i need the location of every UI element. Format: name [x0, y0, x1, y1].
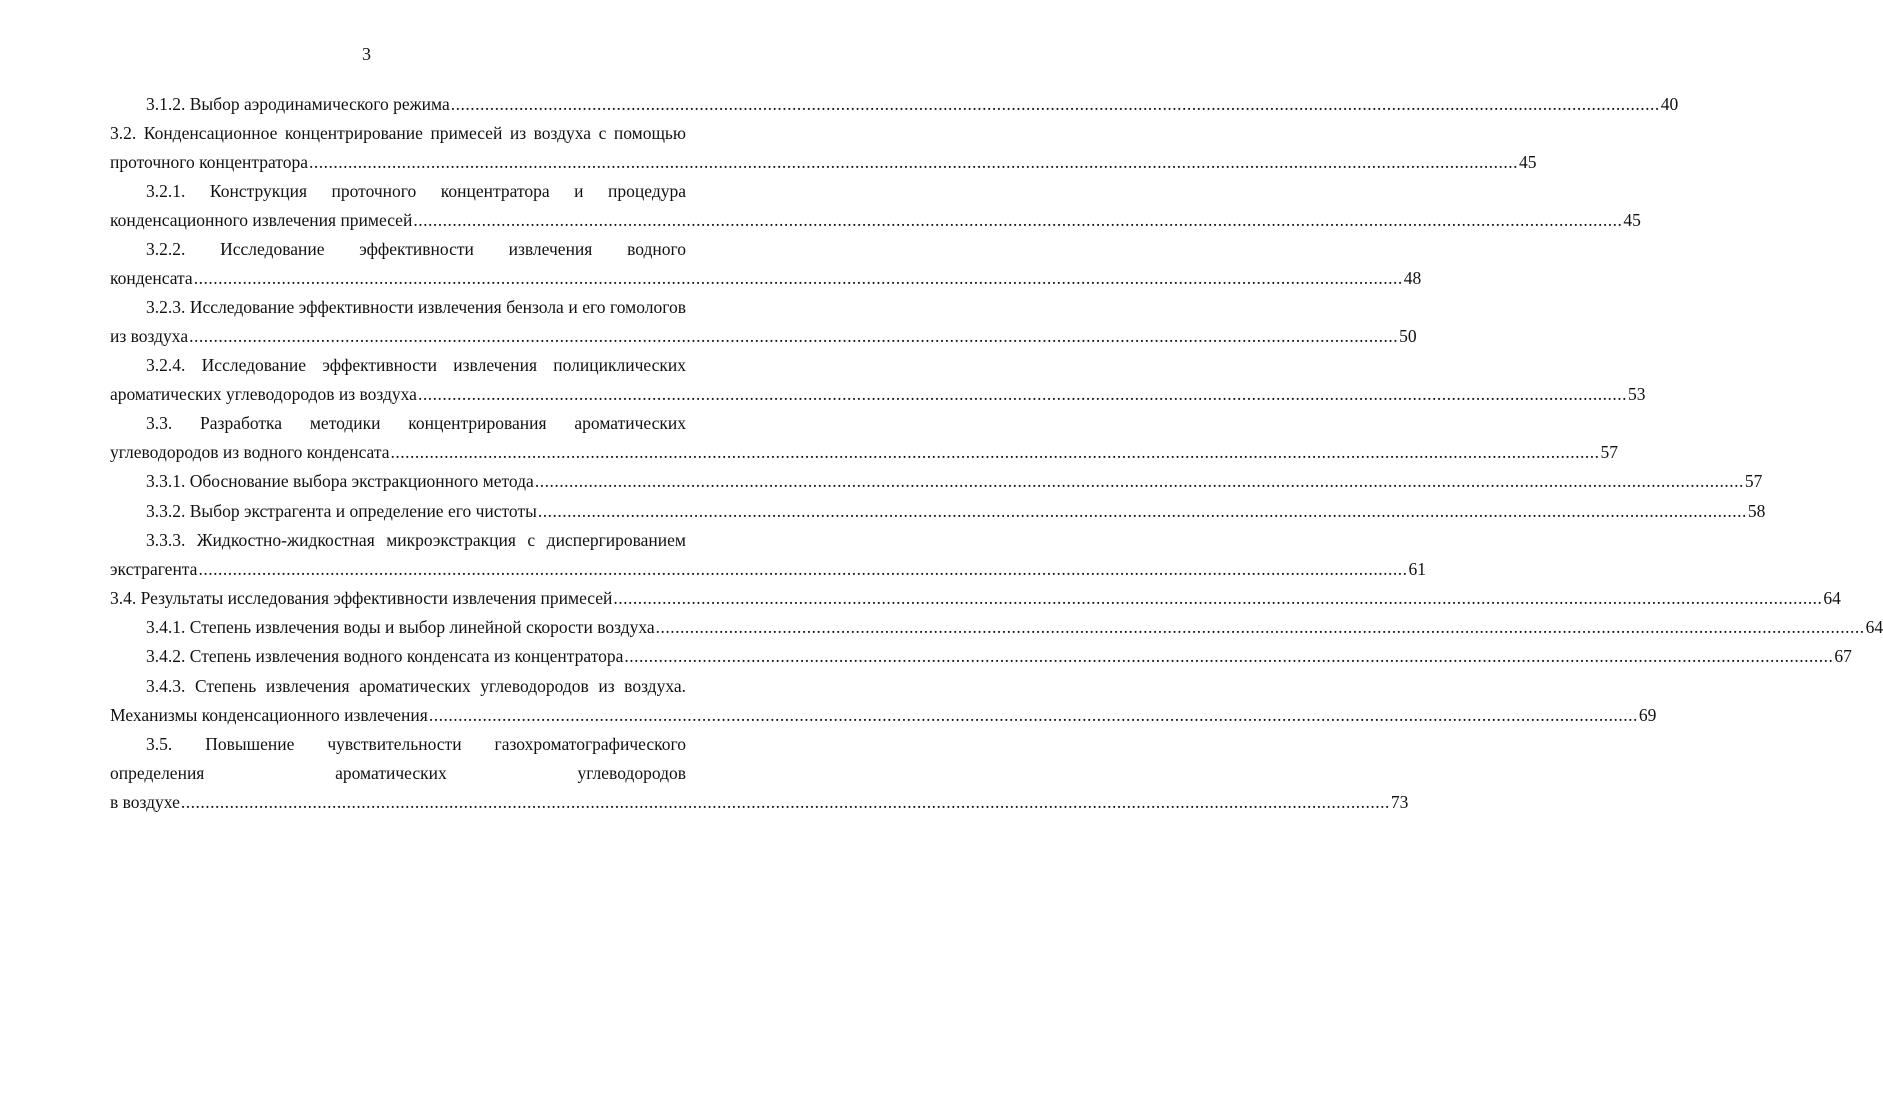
toc-page-number: 53	[1627, 384, 1646, 404]
toc-page-number: 61	[1408, 559, 1426, 579]
toc-entry-3-2-1-line2: конденсационного извлечения примесей ..... 45	[110, 209, 686, 231]
toc-entry-3-5-line1: 3.5. Повышение чувствительности газохроматографического	[146, 734, 686, 754]
toc-entry-3-3-line1: 3.3. Разработка методики концентрирования ароматических	[146, 413, 686, 433]
dot-leader	[417, 383, 1628, 405]
dot-leader	[534, 470, 1745, 492]
dot-leader	[612, 587, 1823, 609]
dot-leader	[450, 93, 1661, 115]
toc-page-number: 64	[1823, 588, 1841, 608]
toc-entry-3-3-2: 3.3.2. Выбор экстрагента и определение его чистоты ..... 58	[146, 500, 686, 522]
dot-leader	[180, 791, 1391, 813]
toc-entry-3-3-3-line1: 3.3.3. Жидкостно-жидкостная микроэкстракция с диспергированием	[146, 530, 686, 550]
dot-leader	[188, 325, 1399, 347]
toc-entry-3-2-line2: проточного концентратора ..... 45	[110, 151, 686, 173]
dot-leader	[308, 151, 1519, 173]
toc-entry-3-2-2-line2: конденсата ..... 48	[110, 267, 686, 289]
toc-entry-3-4-2: 3.4.2. Степень извлечения водного конденсата из концентратора ..... 67	[146, 645, 686, 667]
toc-entry-3-2-4-line2: ароматических углеводородов из воздуха ..... 53	[110, 383, 686, 405]
toc-page-number: 48	[1403, 268, 1422, 288]
toc-entry-3-3-line2: углеводородов из водного конденсата ..... 57	[110, 441, 686, 463]
toc-entry-3-4-3-line1: 3.4.3. Степень извлечения ароматических углеводородов из воздуха.	[146, 676, 686, 696]
dot-leader	[197, 558, 1408, 580]
toc-entry-3-5-line2: определения ароматических углеводородов	[110, 763, 686, 783]
dot-leader	[428, 704, 1639, 726]
toc-page-number: 67	[1834, 646, 1852, 666]
toc-page-number: 73	[1390, 792, 1409, 812]
dot-leader	[193, 267, 1404, 289]
toc-page-number: 57	[1744, 471, 1763, 491]
toc-entry-3-2-3-line2: из воздуха ..... 50	[110, 325, 686, 347]
dot-leader	[390, 441, 1601, 463]
toc-entry-3-2-4-line1: 3.2.4. Исследование эффективности извлечения полициклических	[146, 355, 686, 375]
toc-entry-3-3-1: 3.3.1. Обоснование выбора экстракционного метода ..... 57	[146, 470, 686, 492]
toc-entry-3-2-1-line1: 3.2.1. Конструкция проточного концентратора и процедура	[146, 181, 686, 201]
toc-entry-3-2-2-line1: 3.2.2. Исследование эффективности извлечения водного	[146, 239, 686, 259]
toc-page-number: 40	[1660, 94, 1679, 114]
toc-entry-3-3-3-line2: экстрагента ..... 61	[110, 558, 686, 580]
toc-page-number: 45	[1623, 210, 1641, 230]
dot-leader	[412, 209, 1623, 231]
toc-entry-3-1-2: 3.1.2. Выбор аэродинамического режима ..... 40	[146, 93, 686, 115]
page-number: 3	[362, 44, 371, 64]
toc-page-number: 50	[1399, 326, 1417, 346]
toc-page-number: 58	[1747, 501, 1766, 521]
dot-leader	[655, 616, 1866, 638]
toc-entry-3-4: 3.4. Результаты исследования эффективности извлечения примесей ..... 64	[110, 587, 686, 609]
toc-entry-3-4-1: 3.4.1. Степень извлечения воды и выбор линейной скорости воздуха ..... 64	[146, 616, 686, 638]
toc-entry-3-4-3-line2: Механизмы конденсационного извлечения ..... 69	[110, 704, 686, 726]
dot-leader	[537, 500, 1748, 522]
toc-page-number: 69	[1638, 705, 1657, 725]
dot-leader	[623, 645, 1834, 667]
toc-page-number: 45	[1518, 152, 1537, 172]
toc-entry-3-2-line1: 3.2. Конденсационное концентрирование примесей из воздуха с помощью	[110, 123, 686, 143]
toc-entry-3-2-3-line1: 3.2.3. Исследование эффективности извлечения бензола и его гомологов	[146, 297, 686, 317]
toc-page-number: 57	[1600, 442, 1618, 462]
toc-entry-3-5-line3: в воздухе ..... 73	[110, 791, 686, 813]
toc-page-number: 64	[1865, 617, 1883, 637]
